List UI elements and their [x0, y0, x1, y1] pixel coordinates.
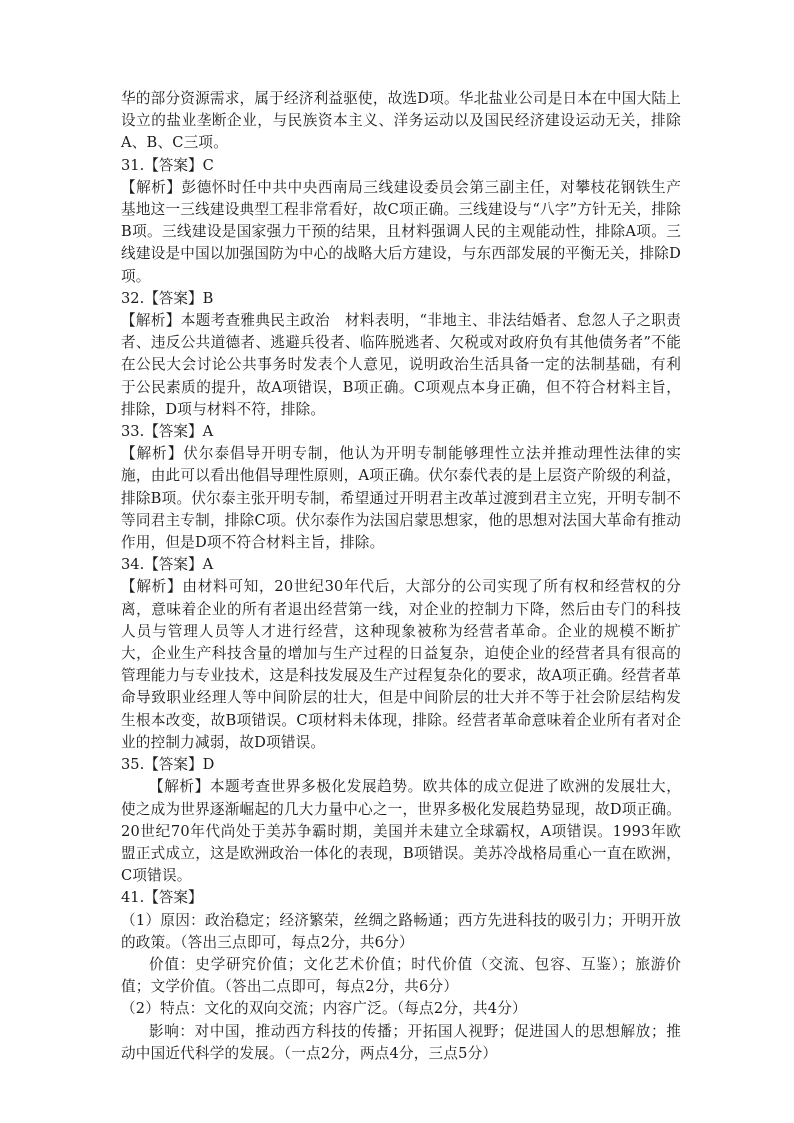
- analysis-34: 【解析】由材料可知，20世纪30年代后，大部分的公司实现了所有权和经营权的分离，意味着企业的所有者退出经营第一线，对企业的控制力下降，然后由专门的科技人员与管理人员等人才进行经营，这种现象被称为经营者革命。企业的规模不断扩大，企业生产科技含量的增加与生产过程的日益复杂，迫使企业的经营者具有很高的管理能力与专业技术，这是科技发展及生产过程复杂化的要求，故A项正确。经营者革命导致职业经理人等中间阶层的壮大，但是中间阶层的壮大并不等于社会阶层结构发生根本改变，故B项错误。C项材料未体现，排除。经营者革命意味着企业所有者对企业的控制力减弱，故D项错误。: [121, 578, 681, 751]
- answer-33: 33.【答案】A: [121, 423, 214, 441]
- analysis-31: 【解析】彭德怀时任中共中央西南局三线建设委员会第三副主任，对攀枝花钢铁生产基地这一三线建设典型工程非常看好，故C项正确。三线建设与“八字”方针无关，排除B项。三线建设是国家强力干预的结果，且材料强调人民的主观能动性，排除A项。三线建设是中国以加强国防为中心的战略大后方建设，与东西部发展的平衡无关，排除D项。: [121, 178, 681, 285]
- answer-34: 34.【答案】A: [121, 556, 214, 574]
- analysis-35: 【解析】本题考查世界多极化发展趋势。欧共体的成立促进了欧洲的发展壮大，使之成为世界逐渐崛起的几大力量中心之一，世界多极化发展趋势显现，故D项正确。20世纪70年代尚处于美苏争霸时期，美国并未建立全球霸权，A项错误。1993年欧盟正式成立，这是欧洲政治一体化的表现，B项错误。美苏冷战格局重心一直在欧洲，C项错误。: [121, 778, 681, 885]
- answer-41-part1-value: 价值：史学研究价值；文化艺术价值；时代价值（交流、包容、互鉴）；旅游价值；文学价值。（答出二点即可，每点2分，共6分）: [121, 955, 681, 996]
- analysis-33: 【解析】伏尔泰倡导开明专制，他认为开明专制能够理性立法并推动理性法律的实施，由此可以看出他倡导理性原则，A项正确。伏尔泰代表的是上层资产阶级的利益，排除B项。伏尔泰主张开明专制，希望通过开明君主改革过渡到君主立宪，开明专制不等同君主专制，排除C项。伏尔泰作为法国启蒙思想家，他的思想对法国大革命有推动作用，但是D项不符合材料主旨，排除。: [121, 445, 681, 552]
- paragraph-30-continued: 华的部分资源需求，属于经济利益驱使，故选D项。华北盐业公司是日本在中国大陆上设立的盐业垄断企业，与民族资本主义、洋务运动以及国民经济建设运动无关，排除A、B、C三项。: [121, 90, 681, 152]
- answer-41: 41.【答案】: [121, 889, 203, 907]
- answer-31: 31.【答案】C: [121, 156, 214, 174]
- answer-41-part1-reasons: （1）原因：政治稳定；经济繁荣，丝绸之路畅通；西方先进科技的吸引力；开明开放的政策。（答出三点即可，每点2分，共6分）: [121, 911, 681, 951]
- answer-32: 32.【答案】B: [121, 289, 214, 307]
- document-page: [121, 88, 681, 1065]
- answer-41-part2-influence: 影响：对中国，推动西方科技的传播；开拓国人视野；促进国人的思想解放；推动中国近代科学的发展。（一点2分，两点4分，三点5分）: [121, 1022, 681, 1062]
- answer-35: 35.【答案】D: [121, 756, 215, 774]
- answer-41-part2-features: （2）特点：文化的双向交流；内容广泛。（每点2分，共4分）: [121, 1000, 527, 1018]
- analysis-32: 【解析】本题考查雅典民主政治 材料表明，“非地主、非法结婚者、怠忽人子之职责者、违反公共道德者、逃避兵役者、临阵脱逃者、欠税或对政府负有其他债务者”不能在公民大会讨论公共事务时发表个人意见，说明政治生活具备一定的法制基础，有利于公民素质的提升，故A项错误，B项正确。C项观点本身正确，但不符合材料主旨，排除，D项与材料不符，排除。: [121, 312, 681, 418]
